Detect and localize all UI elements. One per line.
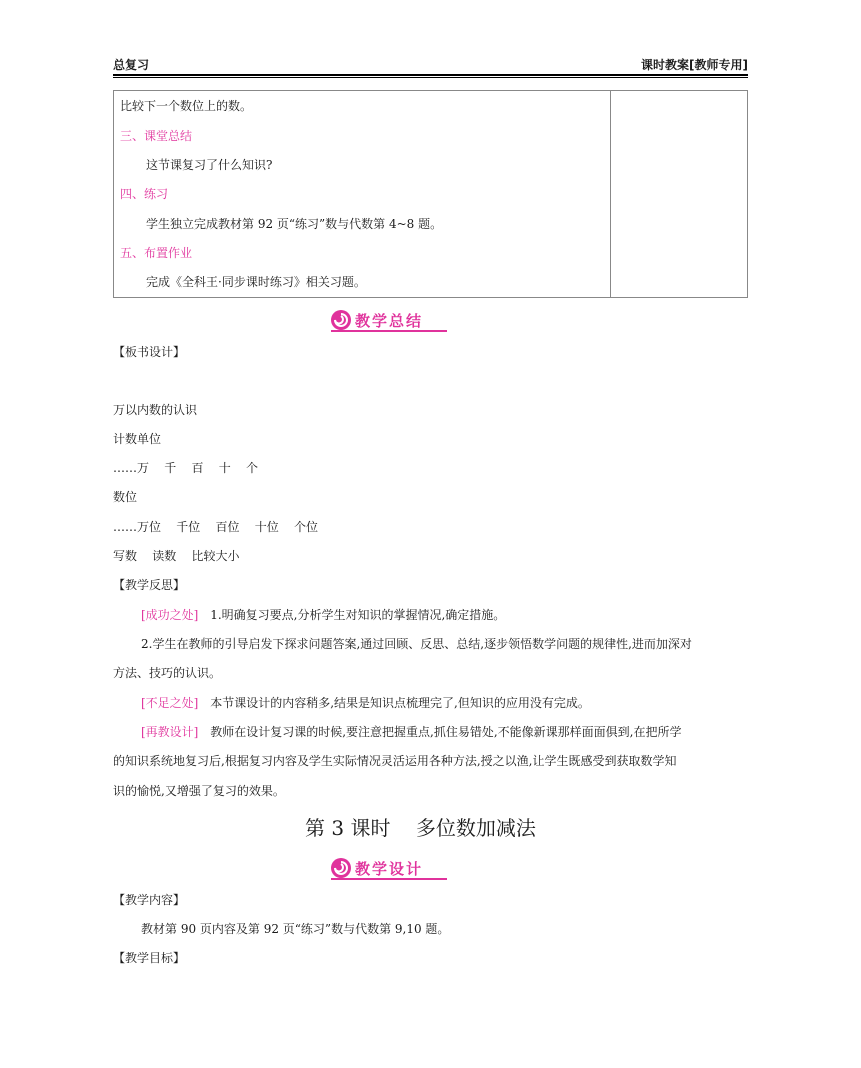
success-text-2a: 2.学生在教师的引导启发下探求问题答案,通过回顾、反思、总结,逐步领悟数学问题的规律性,进而加深对 (141, 637, 692, 651)
swirl-logo-icon (331, 310, 351, 330)
table-line-3: 这节课复习了什么知识? (146, 158, 273, 172)
board-line: 写数 读数 比较大小 (113, 549, 240, 563)
board-line: 数位 (113, 490, 138, 504)
success-text-1: 1.明确复习要点,分析学生对知识的掌握情况,确定措施。 (210, 608, 506, 622)
reflection-heading: 【教学反思】 (113, 578, 186, 592)
success-text-2b: 方法、技巧的认识。 (113, 666, 222, 680)
section-heading-practice: 四、练习 (120, 187, 169, 201)
banner-underline (331, 878, 447, 880)
board-line: 万以内数的认识 (113, 403, 198, 417)
section-heading-summary: 三、课堂总结 (120, 129, 193, 143)
teaching-summary-banner (331, 308, 447, 332)
success-paragraph (141, 607, 505, 623)
redesign-tag: [再教设计] (141, 725, 199, 739)
board-heading: 【板书设计】 (113, 345, 186, 359)
goals-heading: 【教学目标】 (113, 951, 186, 965)
banner-underline (331, 330, 447, 332)
lesson-table-notes-cell (611, 91, 748, 298)
content-heading: 【教学内容】 (113, 893, 186, 907)
board-line: ……万位 千位 百位 十位 个位 (113, 520, 319, 534)
shortfall-text: 本节课设计的内容稍多,结果是知识点梳理完了,但知识的应用没有完成。 (210, 696, 590, 710)
table-line-7: 完成《全科王·同步课时练习》相关习题。 (146, 275, 366, 289)
shortfall-tag: [不足之处] (141, 696, 199, 710)
shortfall-paragraph (141, 695, 590, 711)
header-right: 课时教案[教师专用] (641, 58, 748, 72)
content-text: 教材第 90 页内容及第 92 页“练习”数与代数第 9,10 题。 (141, 922, 450, 936)
header-rule-thin (113, 77, 748, 78)
redesign-text-a: 教师在设计复习课的时候,要注意把握重点,抓住易错处,不能像新课那样面面俱到,在把所学 (210, 725, 682, 739)
lesson-table-main-cell (114, 91, 611, 298)
banner-label: 教学总结 (355, 311, 424, 330)
banner-label: 教学设计 (355, 859, 424, 878)
header-rule-thick (113, 74, 748, 76)
lesson-title: 第 3 课时 多位数加减法 (305, 816, 536, 840)
board-line: ……万 千 百 十 个 (113, 461, 259, 475)
redesign-text-c: 识的愉悦,又增强了复习的效果。 (113, 784, 285, 798)
success-tag: [成功之处] (141, 608, 199, 622)
redesign-paragraph (141, 724, 681, 740)
teaching-design-banner (331, 856, 447, 880)
section-heading-homework: 五、布置作业 (120, 246, 193, 260)
table-line-1: 比较下一个数位上的数。 (120, 99, 253, 113)
header-left: 总复习 (113, 58, 150, 72)
redesign-text-b: 的知识系统地复习后,根据复习内容及学生实际情况灵活运用各种方法,授之以渔,让学生既感受到获取数学知 (113, 754, 677, 768)
swirl-logo-icon (331, 858, 351, 878)
table-line-5: 学生独立完成教材第 92 页“练习”数与代数第 4~8 题。 (146, 217, 443, 231)
lesson-table (113, 90, 748, 298)
board-line: 计数单位 (113, 432, 162, 446)
